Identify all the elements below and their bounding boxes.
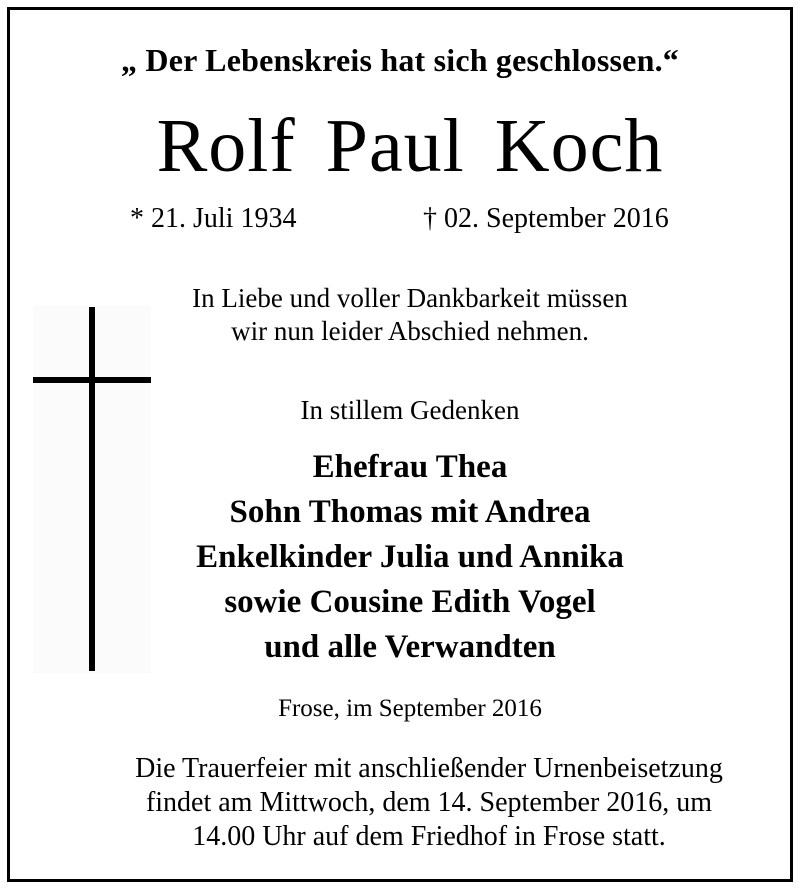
death-date: † 02. September 2016 bbox=[423, 203, 669, 234]
cross-horizontal-bar bbox=[33, 377, 151, 383]
service-line: findet am Mittwoch, dem 14. September 2016, um bbox=[145, 787, 713, 818]
mourner-name: Sohn Thomas mit Andrea bbox=[229, 494, 591, 530]
mourner-name: sowie Cousine Edith Vogel bbox=[224, 584, 596, 620]
service-line: 14.00 Uhr auf dem Friedhof in Frose statt. bbox=[192, 821, 666, 852]
farewell-line: wir nun leider Abschied nehmen. bbox=[231, 316, 589, 346]
mourner-name: Enkelkinder Julia und Annika bbox=[196, 539, 624, 575]
farewell-line: In Liebe und voller Dankbarkeit müssen bbox=[192, 283, 628, 313]
remembrance-heading: In stillem Gedenken bbox=[300, 395, 520, 425]
service-line: Die Trauerfeier mit anschließender Urnenbeisetzung bbox=[135, 753, 723, 784]
birth-date: * 21. Juli 1934 bbox=[130, 203, 297, 234]
funeral-service-details bbox=[0, 752, 800, 854]
place-date: Frose, im September 2016 bbox=[278, 695, 542, 722]
memorial-quote: „ Der Lebenskreis hat sich geschlossen.“ bbox=[121, 42, 679, 78]
mourner-name: Ehefrau Thea bbox=[312, 449, 508, 485]
deceased-name: Rolf Paul Koch bbox=[156, 104, 664, 188]
mourners-list bbox=[0, 445, 800, 670]
mourner-name: und alle Verwandten bbox=[264, 629, 556, 665]
